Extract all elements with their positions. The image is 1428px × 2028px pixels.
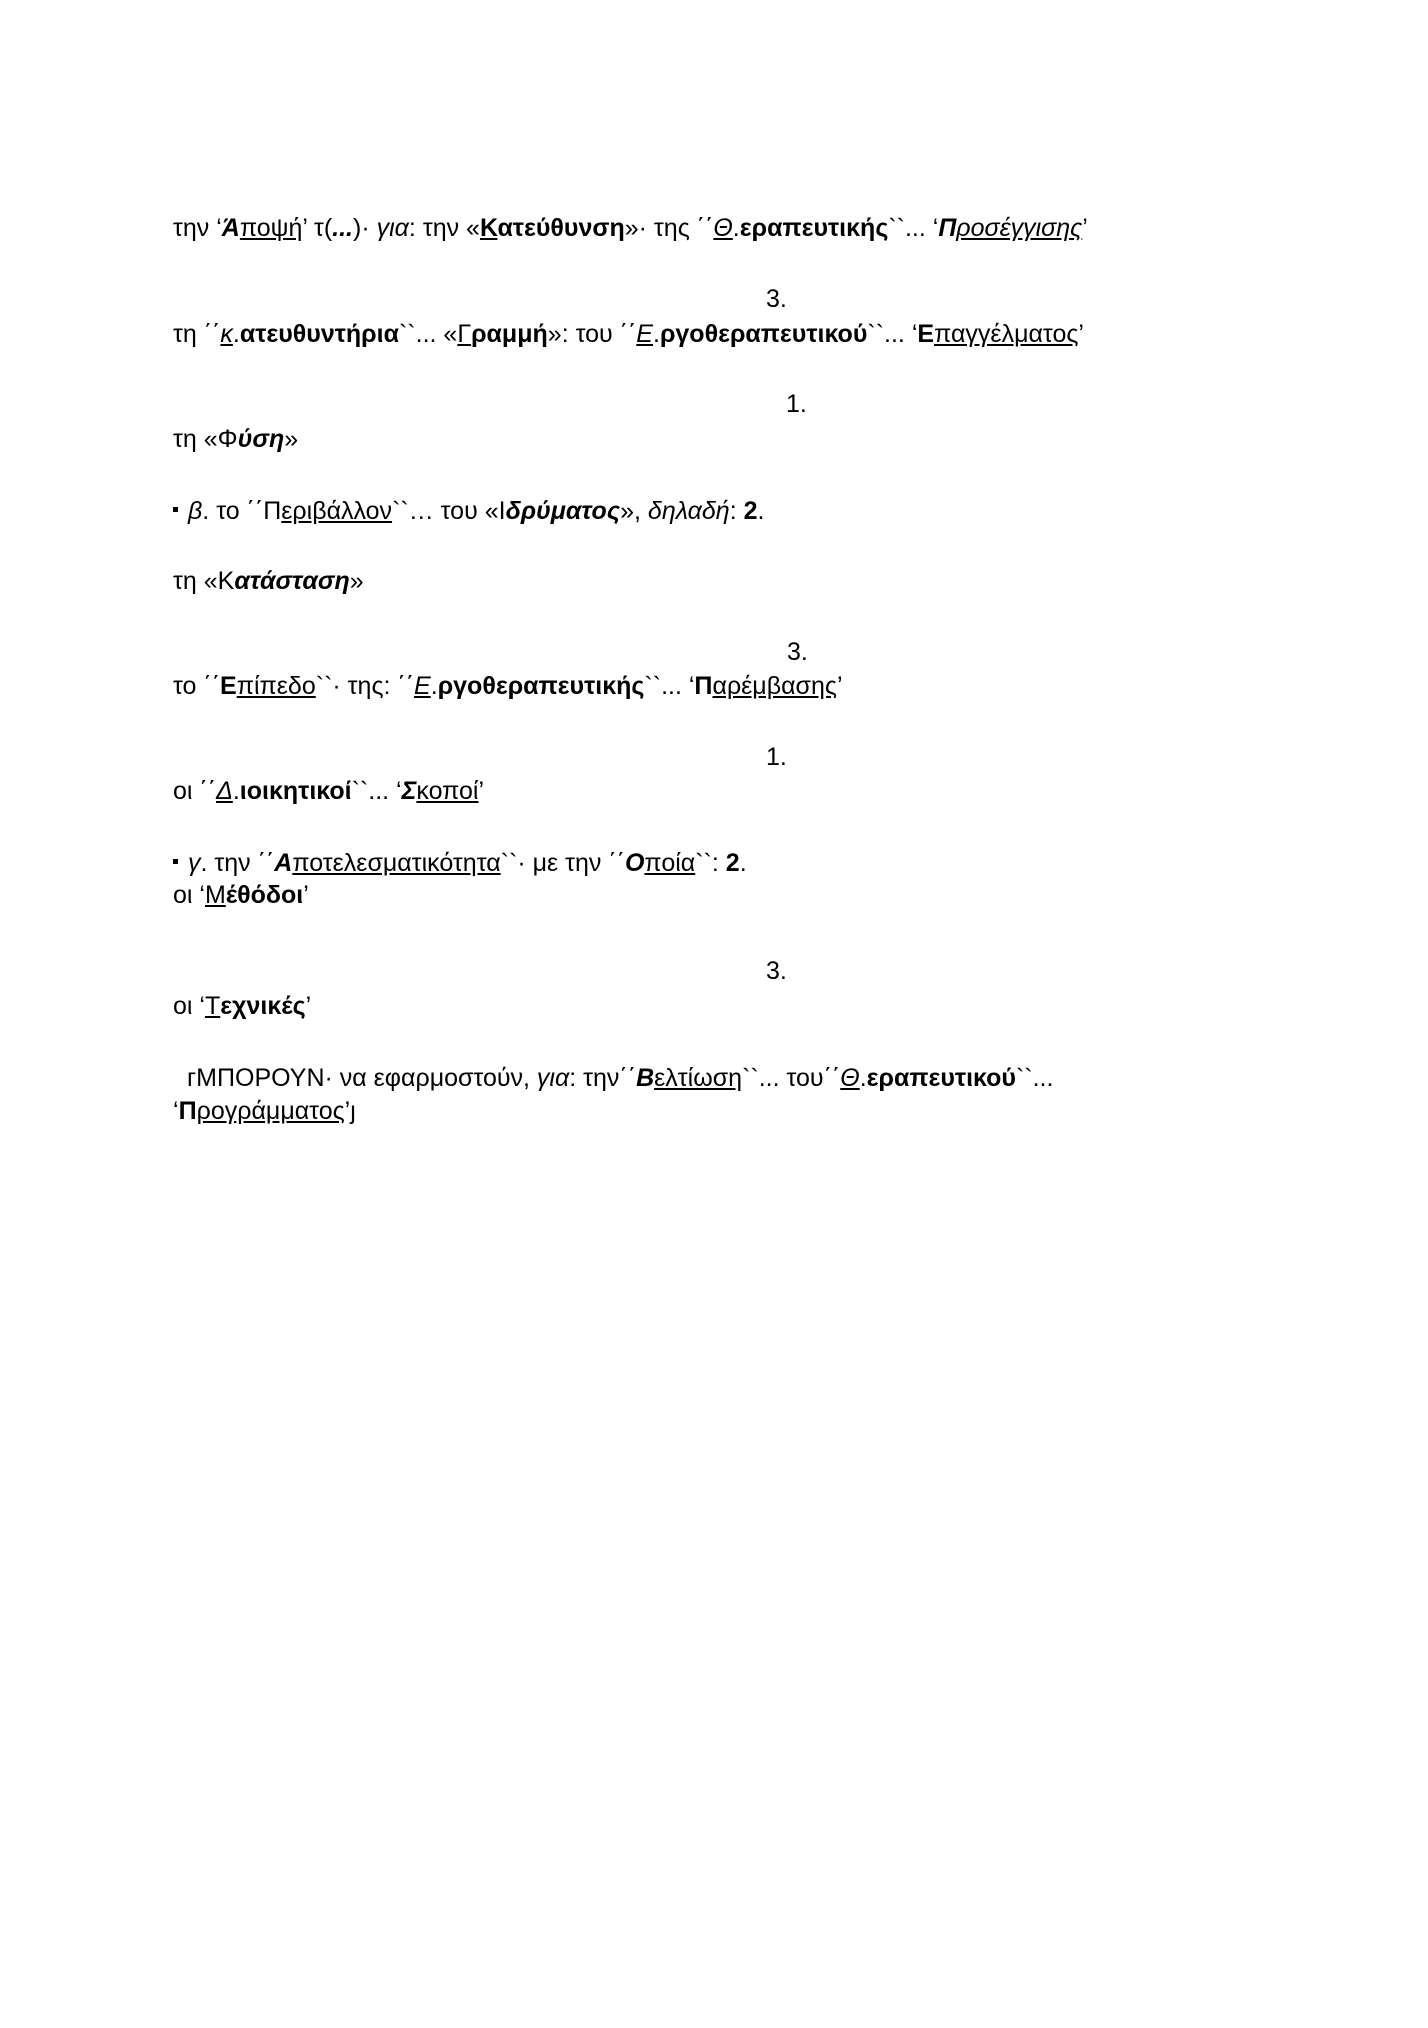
item-number: 1.	[786, 390, 807, 418]
item-number: 3.	[787, 638, 808, 666]
bullet-icon	[173, 859, 178, 864]
item-number: 3.	[766, 285, 787, 313]
text-line-1: την ‘Άποψή’ τ(...)· για: την «Κατεύθυνση»· της ΄΄Θ.εραπευτικής``... ‘Προσέγγισης’	[173, 214, 1088, 242]
text-line-6: το ΄΄Επίπεδο``· της: ΄΄Ε.ργοθεραπευτικής``... ‘Παρέμβασης’	[173, 672, 843, 700]
text-line-3: τη «Φύση»	[173, 425, 299, 453]
text-line-2: τη ΄΄κ.ατευθυντήρια``... «Γραμμή»: του ΄΄Ε.ργοθεραπευτικού``... ‘Επαγγέλματος’	[173, 320, 1084, 348]
text-line-9: οι ‘Μέθόδοι’	[173, 881, 309, 909]
item-number: 1.	[766, 743, 787, 771]
text-line-7: οι ΄΄Δ.ιοικητικοί``... ‘Σκοποί’	[173, 777, 485, 805]
text-line-4: β. το ΄΄Περιβάλλον``… του «Ιδρύματος», δηλαδή: 2.	[173, 496, 764, 526]
text-line-11: ᴦΜΠΟΡΟΥΝ· να εφαρμοστούν, για: την΄΄Βελτίωση``... του΄΄Θ.εραπευτικού``...	[187, 1064, 1054, 1092]
text-line-12: ‘Προγράμματος’ȷ	[173, 1097, 356, 1125]
item-number: 3.	[766, 957, 787, 985]
text-line-10: οι ‘Τεχνικές’	[173, 992, 312, 1020]
text-line-8: γ. την ΄΄Αποτελεσματικότητα``· με την ΄΄Οποία``: 2.	[173, 848, 747, 878]
text-line-5: τη «Κατάσταση»	[173, 567, 364, 595]
bullet-icon	[173, 507, 178, 512]
